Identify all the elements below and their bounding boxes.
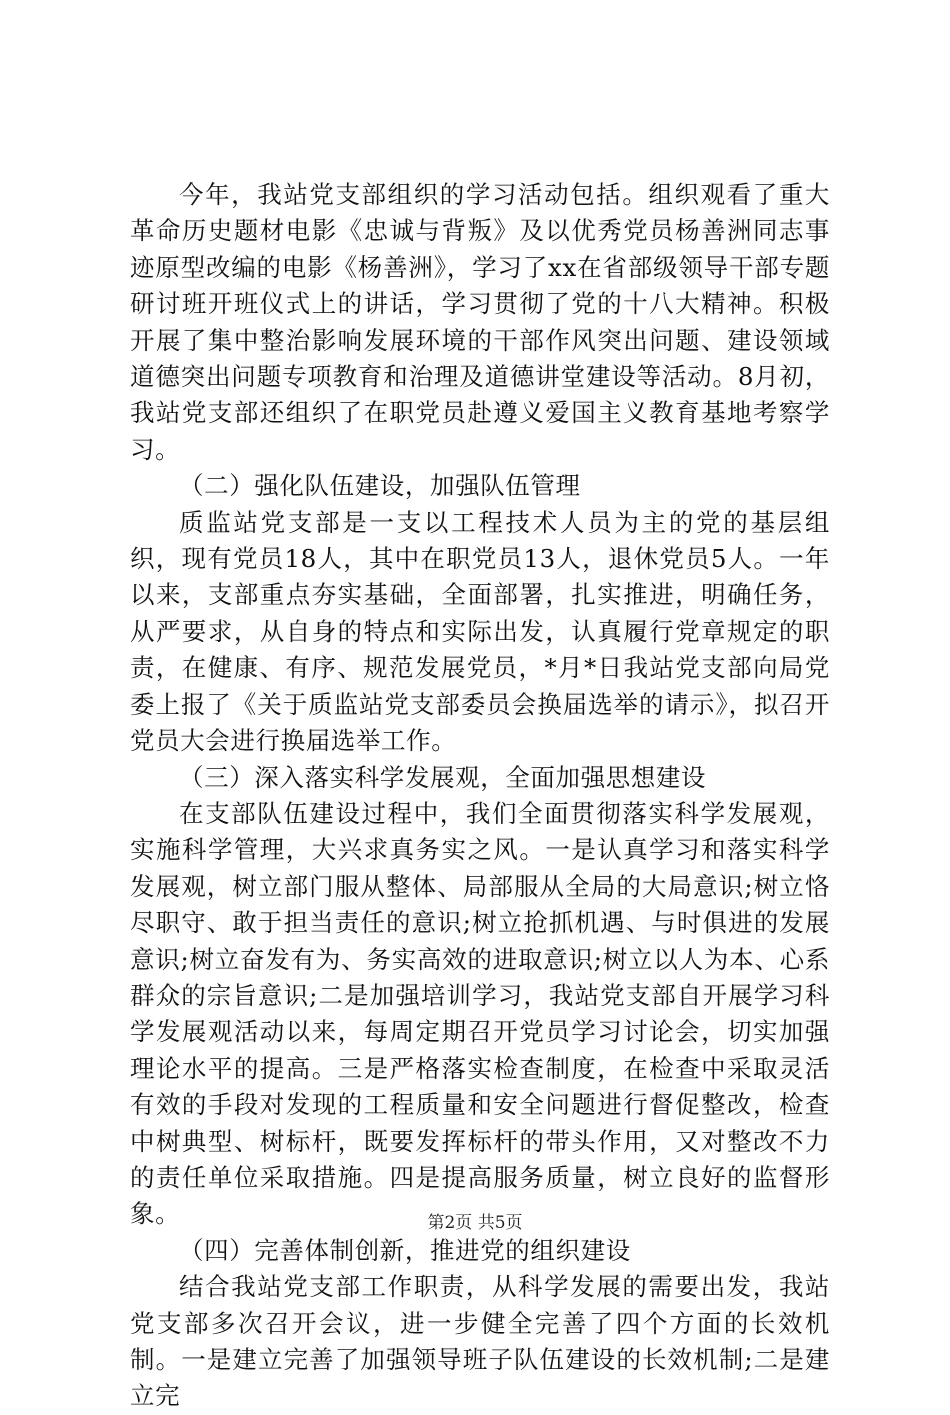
paragraph-institutional-mechanisms: 结合我站党支部工作职责，从科学发展的需要出发，我站党支部多次召开会议，进一步健全完善了四个方面的长效机制。一是建立完善了加强领导班子队伍建设的长效机制;二是建立完 bbox=[130, 1272, 830, 1411]
paragraph-study-activities: 今年，我站党支部组织的学习活动包括。组织观看了重大革命历史题材电影《忠诚与背叛》及以优秀党员杨善洲同志事迹原型改编的电影《杨善洲》，学习了xx在省部级领导干部专题研讨班开班仪式上的讲话，学习贯彻了党的十八大精神。积极开展了集中整治影响发展环境的干部作风突出问题、建设领域道德突出问题专项教育和治理及道德讲堂建设等活动。8月初，我站党支部还组织了在职党员赴遵义爱国主义教育基地考察学习。 bbox=[130, 180, 830, 464]
section-heading-2: （二）强化队伍建设，加强队伍管理 bbox=[179, 471, 581, 501]
paragraph-team-building: 质监站党支部是一支以工程技术人员为主的党的基层组织，现有党员18人，其中在职党员13人，退休党员5人。一年以来，支部重点夯实基础，全面部署，扎实推进，明确任务，从严要求，从自身的特点和实际出发，认真履行党章规定的职责，在健康、有序、规范发展党员，*月*日我站党支部向局党委上报了《关于质监站党支部委员会换届选举的请示》，拟召开党员大会进行换届选举工作。 bbox=[130, 507, 830, 756]
section-heading-4: （四）完善体制创新，推进党的组织建设 bbox=[179, 1235, 631, 1265]
paragraph-scientific-development: 在支部队伍建设过程中，我们全面贯彻落实科学发展观，实施科学管理，大兴求真务实之风。一是认真学习和落实科学发展观，树立部门服从整体、局部服从全局的大局意识;树立恪尽职守、敢于担当责任的意识;树立抢抓机遇、与时俱进的发展意识;树立奋发有为、务实高效的进取意识;树立以人为本、心系群众的宗旨意识;二是加强培训学习，我站党支部自开展学习科学发展观活动以来，每周定期召开党员学习讨论会，切实加强理论水平的提高。三是严格落实检查制度，在检查中采取灵活有效的手段对发现的工程质量和安全问题进行督促整改，检查中树典型、树标杆，既要发挥标杆的带头作用，又对整改不力的责任单位采取措施。四是提高服务质量，树立良好的监督形象。 bbox=[130, 798, 830, 1229]
section-heading-3: （三）深入落实科学发展观，全面加强思想建设 bbox=[179, 762, 707, 792]
page-footer: 第2页 共5页 bbox=[427, 1213, 523, 1233]
